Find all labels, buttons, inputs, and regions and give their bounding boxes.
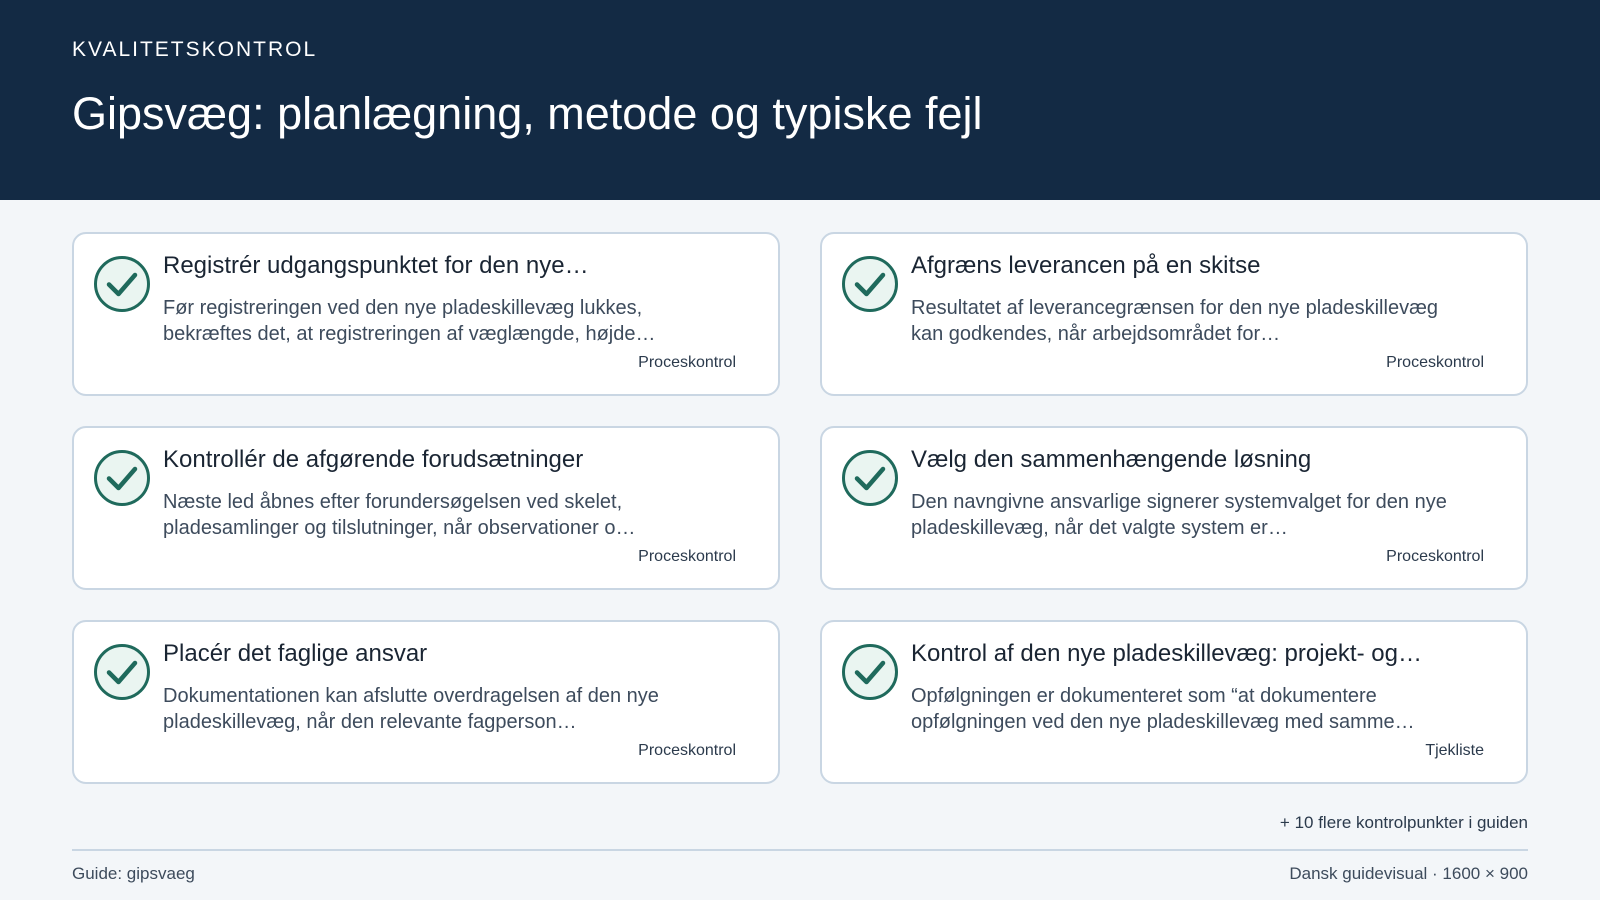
checklist-card[interactable] — [820, 232, 1528, 396]
checklist-card[interactable] — [72, 620, 780, 784]
checklist-grid — [72, 232, 1528, 784]
card-title: Kontrol af den nye pladeskillevæg: projekt- og… — [911, 640, 1422, 667]
card-description: Opfølgningen er dokumenteret som “at dokumentere opfølgningen ved den nye pladeskillevæg med samme… — [911, 685, 1415, 733]
card-title: Placér det faglige ansvar — [163, 640, 428, 667]
card-category-tag: Proceskontrol — [638, 548, 736, 565]
header-banner — [0, 0, 1600, 200]
card-description: Resultatet af leverancegrænsen for den nye pladeskillevæg kan godkendes, når arbejdsområdet for… — [911, 297, 1438, 345]
card-category-tag: Tjekliste — [1425, 742, 1484, 759]
card-title: Afgræns leverancen på en skitse — [911, 252, 1261, 279]
checklist-card[interactable] — [820, 426, 1528, 590]
check-circle-icon — [841, 449, 899, 507]
card-title: Kontrollér de afgørende forudsætninger — [163, 446, 584, 473]
footer-divider — [72, 849, 1528, 851]
check-circle-icon — [841, 255, 899, 313]
more-checkpoints-link[interactable]: + 10 flere kontrolpunkter i guiden — [1279, 813, 1528, 832]
card-category-tag: Proceskontrol — [638, 742, 736, 759]
check-circle-icon — [841, 643, 899, 701]
card-description: Dokumentationen kan afslutte overdragelsen af den nye pladeskillevæg, når den relevante fagperson… — [163, 685, 659, 733]
card-description: Næste led åbnes efter forundersøgelsen ved skelet, pladesamlinger og tilslutninger, når observationer o… — [163, 491, 636, 539]
footer-credit: Dansk guidevisual · 1600 × 900 — [1289, 864, 1528, 883]
card-description: Den navngivne ansvarlige signerer systemvalget for den nye pladeskillevæg, når det valgte system er… — [911, 491, 1447, 539]
card-title: Registrér udgangspunktet for den nye… — [163, 252, 589, 279]
checklist-card[interactable] — [72, 232, 780, 396]
card-description: Før registreringen ved den nye pladeskillevæg lukkes, bekræftes det, at registreringen af væglængde, højde… — [163, 297, 656, 345]
page-title: Gipsvæg: planlægning, metode og typiske fejl — [72, 88, 983, 139]
check-circle-icon — [93, 643, 151, 701]
check-circle-icon — [93, 449, 151, 507]
card-category-tag: Proceskontrol — [638, 354, 736, 371]
section-eyebrow: KVALITETSKONTROL — [72, 38, 318, 61]
check-circle-icon — [93, 255, 151, 313]
card-category-tag: Proceskontrol — [1386, 354, 1484, 371]
checklist-card[interactable] — [820, 620, 1528, 784]
card-category-tag: Proceskontrol — [1386, 548, 1484, 565]
checklist-card[interactable] — [72, 426, 780, 590]
footer-guide-label: Guide: gipsvaeg — [72, 864, 195, 883]
card-title: Vælg den sammenhængende løsning — [911, 446, 1312, 473]
